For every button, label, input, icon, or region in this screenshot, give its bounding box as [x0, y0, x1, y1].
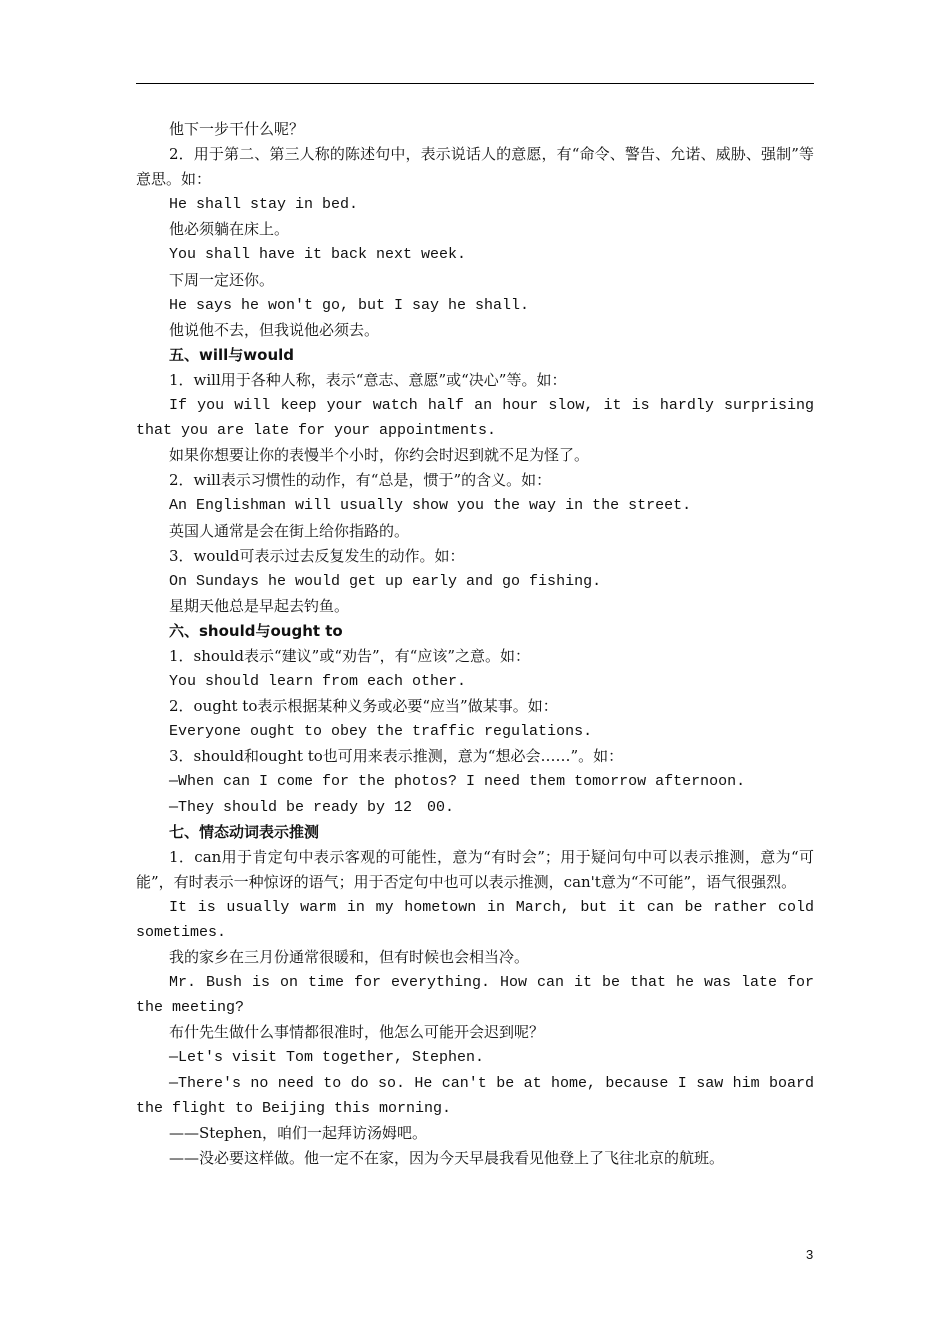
section-heading: 六、should与ought to: [169, 621, 343, 640]
chinese-text: 星期天他总是早起去钓鱼。: [169, 596, 350, 615]
english-example: Everyone ought to obey the traffic regulations.: [169, 723, 593, 741]
english-example: He says he won't go, but I say he shall.: [169, 296, 530, 314]
chinese-text: 布什先生做什么事情都很准时，他怎么可能开会迟到呢？: [169, 1023, 545, 1042]
section-heading: 五、will与would: [169, 345, 295, 364]
english-example: If you will keep your watch half an hour slow, it is hardly surprising that you are late for your appointments.: [136, 397, 814, 440]
chinese-text: 1．can用于肯定句中表示客观的可能性，意为“有时会”；用于疑问句中可以表示推测，意为“可能”，有时表示一种惊讶的语气；用于否定句中也可以表示推测，can't意为“不可能”，语气很强烈。: [136, 847, 814, 891]
chinese-text: ——没必要这样做。他一定不在家，因为今天早晨我看见他登上了飞往北京的航班。: [169, 1148, 725, 1167]
english-example: You shall have it back next week.: [169, 246, 467, 264]
chinese-text: 2．ought to表示根据某种义务或必要“应当”做某事。如：: [169, 697, 558, 716]
page-number: 3: [806, 1247, 814, 1262]
chinese-text: 如果你想要让你的表慢半个小时，你约会时迟到就不足为怪了。: [169, 446, 590, 465]
english-example: It is usually warm in my hometown in March, but it can be rather cold sometimes.: [136, 898, 814, 941]
chinese-text: 3．would可表示过去反复发生的动作。如：: [169, 546, 465, 565]
english-example: On Sundays he would get up early and go fishing.: [169, 572, 602, 590]
chinese-text: 1．will用于各种人称，表示“意志、意愿”或“决心”等。如：: [169, 370, 567, 389]
english-example: —When can I come for the photos? I need them tomorrow afternoon.: [169, 773, 746, 791]
chinese-text: 他说他不去，但我说他必须去。: [169, 320, 380, 339]
english-example: You should learn from each other.: [169, 673, 467, 691]
document-body: [136, 117, 814, 1171]
chinese-text: 下周一定还你。: [169, 270, 275, 289]
chinese-text: 他下一步干什么呢？: [169, 120, 305, 138]
english-example: He shall stay in bed.: [169, 196, 359, 214]
chinese-text: 2．用于第二、第三人称的陈述句中，表示说话人的意愿，有“命令、警告、允诺、威胁、强制”等意思。如：: [136, 145, 814, 189]
chinese-text: 1．should表示“建议”或“劝告”，有“应该”之意。如：: [169, 646, 531, 665]
chinese-text: 2．will表示习惯性的动作，有“总是，惯于”的含义。如：: [169, 471, 552, 490]
english-example: An Englishman will usually show you the way in the street.: [169, 497, 692, 515]
header-rule: [136, 83, 814, 84]
english-example: —There's no need to do so. He can't be at home, because I saw him board the flight to Beijing this morning.: [136, 1074, 814, 1117]
english-example: Mr. Bush is on time for everything. How can it be that he was late for the meeting?: [136, 974, 814, 1017]
english-example: —Let's visit Tom together, Stephen.: [169, 1049, 485, 1067]
chinese-text: 英国人通常是会在街上给你指路的。: [169, 521, 410, 540]
chinese-text: 他必须躺在床上。: [169, 220, 290, 239]
chinese-text: ——Stephen，咱们一起拜访汤姆吧。: [169, 1123, 427, 1142]
chinese-text: 我的家乡在三月份通常很暖和，但有时候也会相当冷。: [169, 948, 530, 967]
section-heading: 七、情态动词表示推测: [169, 822, 320, 841]
chinese-text: 3．should和ought to也可用来表示推测，意为“想必会……”。如：: [169, 747, 624, 766]
english-example: —They should be ready by 12 00.: [169, 798, 455, 816]
